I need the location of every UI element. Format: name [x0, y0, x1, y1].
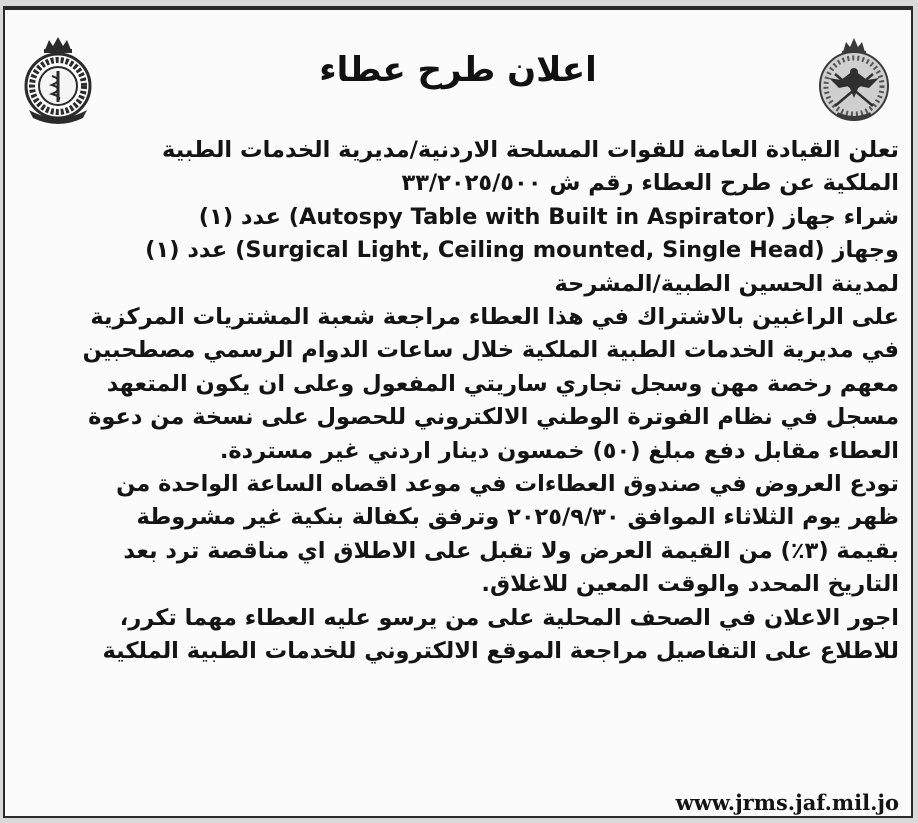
body-line: شراء جهاز (Autospy Table with Built in Aspirator) عدد (١): [198, 203, 899, 230]
body-line: وجهاز (Surgical Light, Ceiling mounted, Single Head) عدد (١): [145, 237, 899, 264]
body-line: على الراغبين بالاشتراك في هذا العطاء مراجعة شعبة المشتريات المركزية: [90, 304, 899, 331]
body-line: تودع العروض في صندوق العطاءات في موعد اقصاه الساعة الواحدة من: [116, 471, 899, 498]
body-line: للاطلاع على التفاصيل مراجعة الموقع الالكتروني للخدمات الطبية الملكية: [102, 638, 899, 665]
body-line: بقيمة (٣٪) من القيمة العرض ولا تقبل على الاطلاق اي مناقصة ترد بعد: [123, 537, 899, 564]
body-line: العطاء مقابل دفع مبلغ (٥٠) خمسون دينار اردني غير مستردة.: [219, 437, 899, 464]
ad-title: اعلان طرح عطاء: [319, 50, 597, 90]
body-line: ظهر يوم الثلاثاء الموافق ٢٠٢٥/٩/٣٠ وترفق بكفالة بنكية غير مشروطة: [136, 504, 899, 531]
body-line: الملكية عن طرح العطاء رقم ش ٣٣/٢٠٢٥/٥٠٠: [401, 170, 899, 197]
top-border: [5, 8, 911, 10]
tender-announcement: [3, 6, 913, 818]
ad-body: [13, 134, 899, 669]
body-line: لمدينة الحسين الطبية/المشرحة: [554, 270, 899, 297]
website-url: www.jrms.jaf.mil.jo: [675, 790, 899, 815]
body-line: معهم رخصة مهن وسجل تجاري ساريتي المفعول وعلى ان يكون المتعهد: [106, 370, 899, 397]
body-line: اجور الاعلان في الصحف المحلية على من يرسو عليه العطاء مهما تكرر،: [119, 604, 899, 631]
body-line: تعلن القيادة العامة للقوات المسلحة الاردنية/مديرية الخدمات الطبية: [162, 137, 899, 163]
body-line: مسجل في نظام الفوترة الوطني الالكتروني للحصول على نسخة من دعوة: [88, 404, 899, 431]
body-line: في مديرية الخدمات الطبية الملكية خلال ساعات الدوام الرسمي مصطحبين: [82, 337, 899, 364]
body-line: التاريخ المحدد والوقت المعين للاغلاق.: [481, 571, 899, 598]
